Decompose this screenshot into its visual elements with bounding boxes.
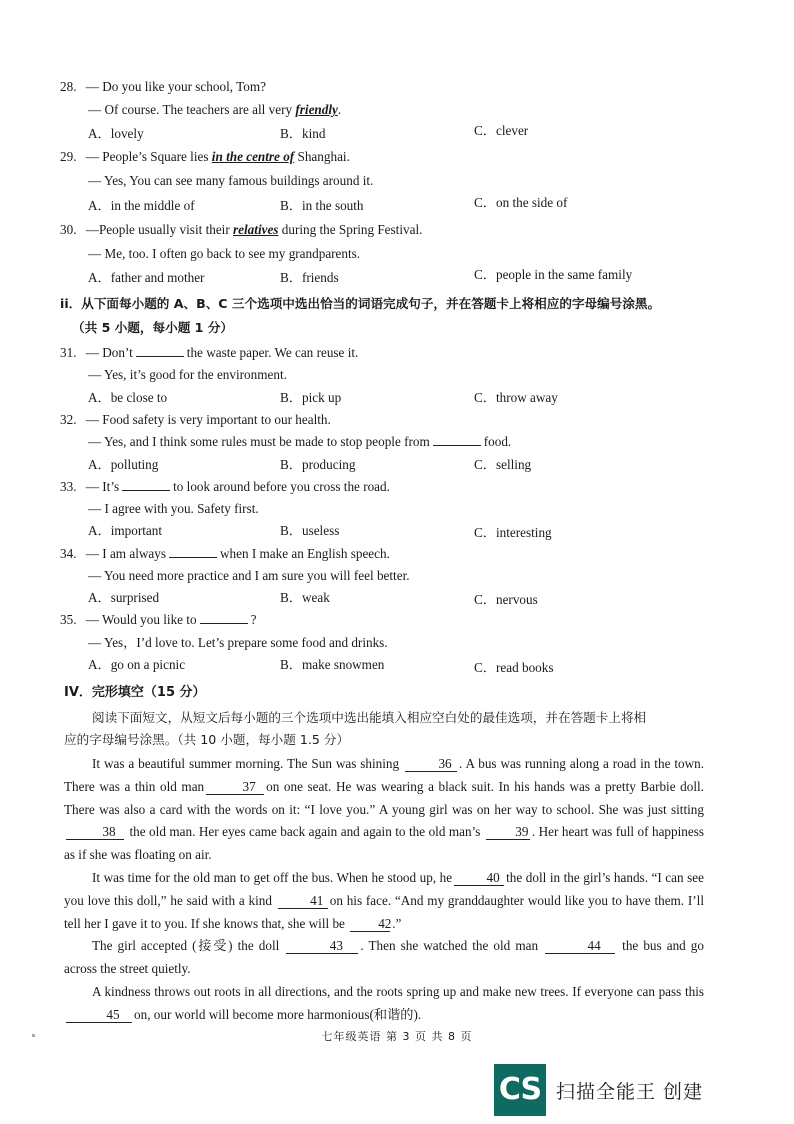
option-c: C．clever (474, 123, 529, 138)
option-b: B．producing (280, 457, 356, 472)
key-word: friendly (295, 102, 338, 117)
answer-28: — Of course. The teachers are all very friendly. (88, 102, 342, 117)
answer-30: — Me, too. I often go back to see my grandparents. (88, 246, 361, 261)
question-35: 35. — Would you like to ? (60, 612, 257, 627)
cloze-blank-44: 44 (545, 938, 615, 954)
option-a: A．go on a picnic (88, 657, 186, 672)
option-c: C．selling (474, 457, 532, 472)
option-a: A．be close to (88, 390, 168, 405)
answer-34: — You need more practice and I am sure you will feel better. (88, 568, 410, 583)
answer-29: — Yes, You can see many famous buildings around it. (88, 173, 374, 188)
paragraph-1: It was a beautiful summer morning. The Sun was shining 36 . A bus was running along a road in the town. There was a thin old man 37 on one seat. He was wearing a black suit. In his hands was a pretty Barbie doll. There was also a card with the words on it: “I love you.” A young girl was on her way to school. She was just sitting 38 the old man. Her eyes came back again and again to the old man’s 39 . Her heart was full of happiness as if she was floating on air. (64, 756, 705, 863)
cloze-blank-42: 42 (350, 916, 390, 932)
option-c: C．people in the same family (474, 267, 633, 282)
option-a: A．father and mother (88, 270, 205, 285)
cloze-blank-37: 37 (206, 779, 264, 795)
question-28: 28. — Do you like your school, Tom? (60, 79, 266, 94)
paragraph-3: The girl accepted (接受) the doll 43 . Then she watched the old man 44 the bus and go across the street quietly. (64, 938, 704, 977)
option-b: B．kind (280, 126, 326, 141)
option-c: C．throw away (474, 390, 558, 405)
section-ii-heading: ii．从下面每小题的 A、B、C 三个选项中选出恰当的词语完成句子，并在答题卡上将相应的字母编号涂黑。 (60, 296, 661, 311)
question-34: 34. — I am always when I make an English speech. (60, 546, 390, 561)
answer-32: — Yes, and I think some rules must be made to stop people from food. (88, 434, 512, 449)
cloze-passage (64, 753, 704, 1027)
section-iv-title: IV．完形填空（15 分） (64, 685, 206, 700)
section-iv-instructions: 阅读下面短文，从短文后每小题的三个选项中选出能填入相应空白处的最佳选项，并在答题卡上将相 (92, 710, 647, 725)
option-b: B．pick up (280, 390, 342, 405)
cloze-blank-43: 43 (286, 938, 358, 954)
option-a: A．surprised (88, 590, 160, 605)
question-32: 32. — Food safety is very important to our health. (60, 412, 331, 427)
page-footer: 七年级英语 第 3 页 共 8 页 (321, 1030, 473, 1043)
option-a: A．lovely (88, 126, 144, 141)
option-c: C．read books (474, 660, 554, 675)
option-b: B．make snowmen (280, 657, 385, 672)
paragraph-2: It was time for the old man to get off the bus. When he stood up, he 40 the doll in the girl’s hands. “I can see you love this doll,” he said with a kind 41 on his face. “And my granddaughter would like you to have them. I’ll tell her I gave it to you. If she knows that, she will be 42.” (64, 869, 705, 931)
option-a: A．important (88, 523, 162, 538)
key-word: in the centre of (211, 149, 295, 164)
answer-blank (136, 344, 184, 357)
question-30: 30. —People usually visit their relatives during the Spring Festival. (60, 222, 423, 237)
option-b: B．in the south (280, 198, 364, 213)
section-ii-scoring: （共 5 小题，每小题 1 分） (72, 320, 234, 335)
option-b: B．useless (280, 523, 340, 538)
section-iv-instructions-cont: 应的字母编号涂黑。（共 10 小题，每小题 1.5 分） (64, 732, 350, 747)
camscanner-caption: 扫描全能王 创建 (556, 1081, 704, 1103)
answer-blank (433, 433, 481, 446)
answer-blank (200, 611, 248, 624)
option-c: C．on the side of (474, 195, 568, 210)
answer-blank (169, 545, 217, 558)
cloze-blank-39: 39 (486, 824, 530, 840)
option-c: C．interesting (474, 525, 552, 540)
cloze-blank-40: 40 (454, 870, 504, 886)
paragraph-4: A kindness throws out roots in all directions, and the roots spring up and make new trees. If everyone can pass this 45 on, our world will become more harmonious(和谐的). (64, 981, 704, 1027)
scan-mark (32, 1034, 35, 1037)
cloze-blank-38: 38 (66, 824, 124, 840)
question-29: 29. — People’s Square lies in the centre of Shanghai. (60, 149, 350, 164)
answer-blank (122, 478, 170, 491)
option-b: B．weak (280, 590, 330, 605)
cloze-blank-36: 36 (405, 756, 457, 772)
option-b: B．friends (280, 270, 339, 285)
cloze-blank-45: 45 (66, 1007, 132, 1023)
cloze-blank-41: 41 (278, 893, 328, 909)
camscanner-logo: CS (494, 1064, 546, 1116)
answer-31: — Yes, it’s good for the environment. (88, 367, 287, 382)
answer-33: — I agree with you. Safety first. (88, 501, 259, 516)
option-c: C．nervous (474, 592, 538, 607)
answer-35: — Yes，I’d love to. Let’s prepare some food and drinks. (88, 635, 388, 650)
option-a: A．polluting (88, 457, 159, 472)
option-a: A．in the middle of (88, 198, 195, 213)
question-33: 33. — It’s to look around before you cross the road. (60, 479, 390, 494)
key-word: relatives (233, 222, 279, 237)
question-31: 31. — Don’t the waste paper. We can reuse it. (60, 345, 359, 360)
